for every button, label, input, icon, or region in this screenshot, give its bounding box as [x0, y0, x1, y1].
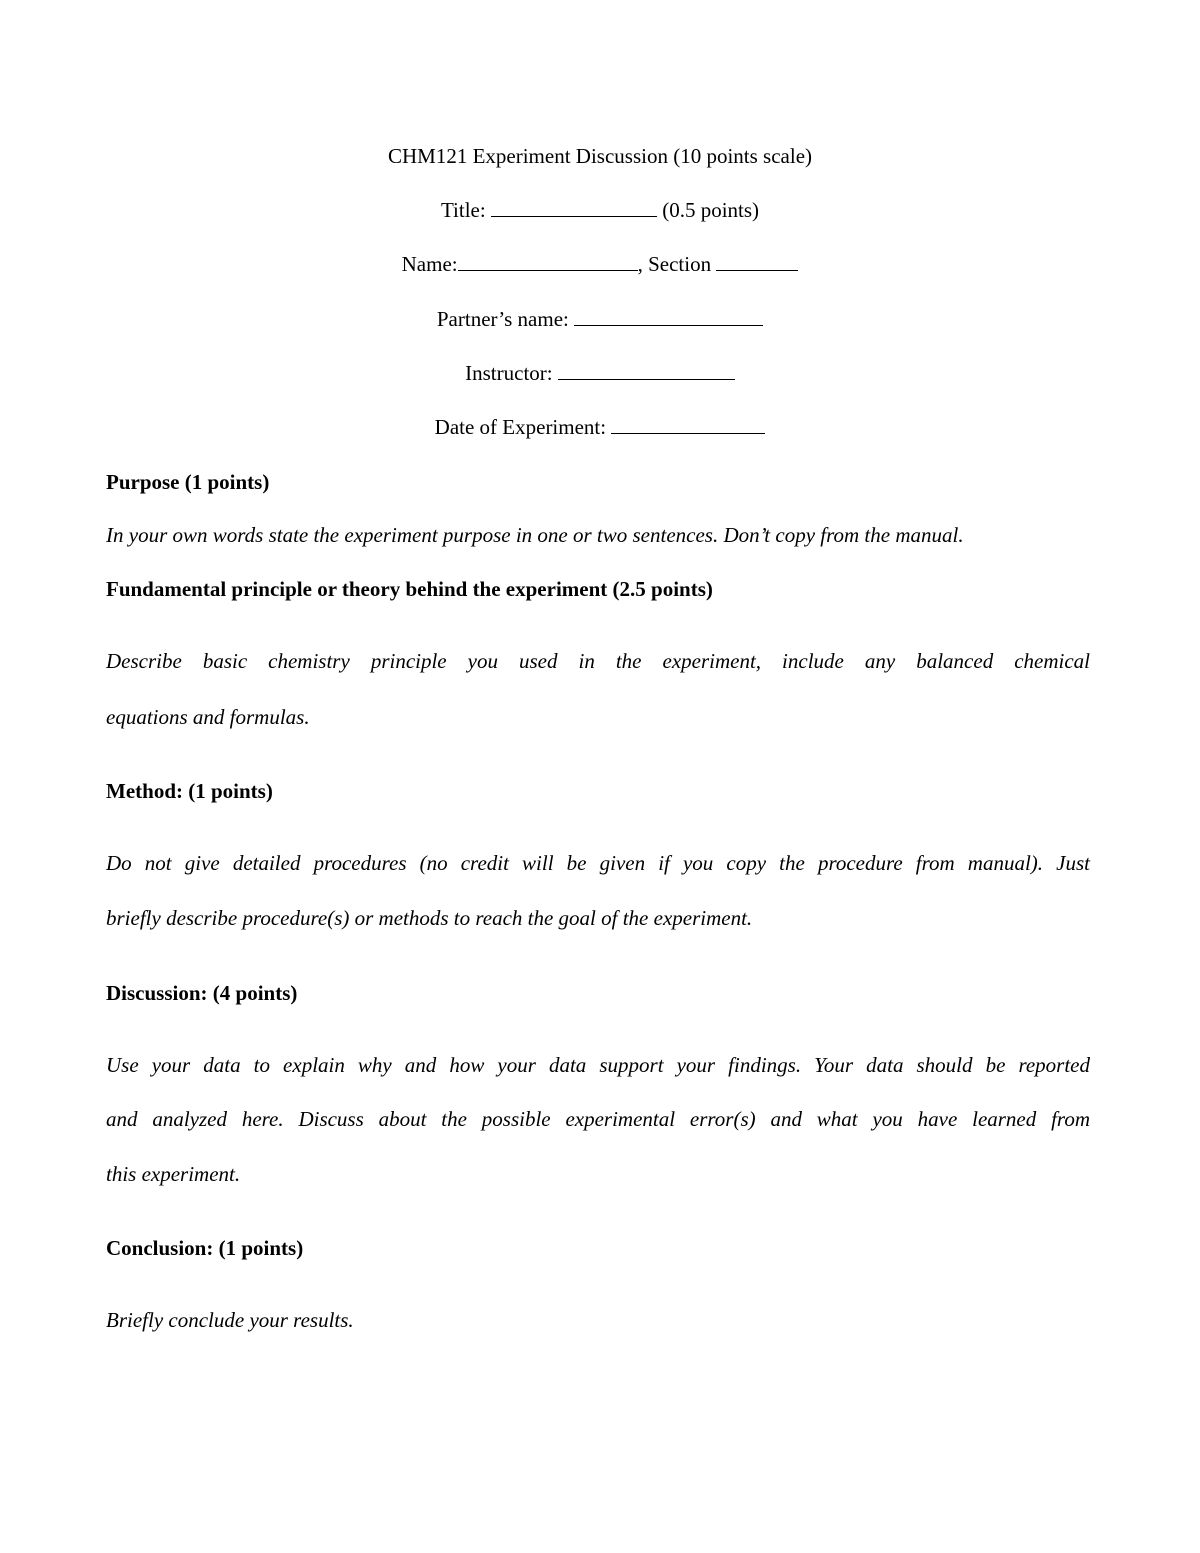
title-blank[interactable]	[491, 197, 657, 217]
purpose-text: In your own words state the experiment purpose in one or two sentences. Don’t copy from the manual.	[106, 523, 964, 547]
principle-text-line-1: Describe basic chemistry principle you used in the experiment, include any balanced chemical	[106, 649, 1090, 673]
name-section-line	[0, 251, 1200, 277]
section-blank[interactable]	[716, 251, 798, 271]
name-field-label: Name:	[401, 252, 458, 276]
document-title	[0, 143, 1200, 169]
discussion-heading: Discussion: (4 points)	[106, 981, 298, 1005]
method-heading: Method: (1 points)	[106, 779, 273, 803]
conclusion-text: Briefly conclude your results.	[106, 1308, 354, 1332]
partner-field-line	[0, 306, 1200, 332]
partner-blank[interactable]	[574, 306, 763, 326]
discussion-text-line-2: and analyzed here. Discuss about the possible experimental error(s) and what you have learned from	[106, 1107, 1090, 1131]
title-field-points: (0.5 points)	[662, 198, 760, 222]
name-blank[interactable]	[458, 251, 638, 271]
date-field-label: Date of Experiment:	[434, 415, 607, 439]
conclusion-heading: Conclusion: (1 points)	[106, 1236, 304, 1260]
instructor-blank[interactable]	[558, 360, 735, 380]
partner-field-label: Partner’s name:	[436, 307, 569, 331]
section-field-label: , Section	[637, 252, 712, 276]
principle-heading: Fundamental principle or theory behind the experiment (2.5 points)	[106, 577, 713, 601]
method-text-line-2: briefly describe procedure(s) or methods to reach the goal of the experiment.	[106, 906, 753, 930]
principle-text-line-2: equations and formulas.	[106, 705, 310, 729]
title-field-line	[0, 197, 1200, 223]
document-title-text: CHM121 Experiment Discussion (10 points scale)	[387, 144, 813, 168]
date-blank[interactable]	[611, 414, 765, 434]
discussion-text-line-1: Use your data to explain why and how your data support your findings. Your data should be reported	[106, 1053, 1090, 1077]
date-field-line	[0, 414, 1200, 440]
title-field-label: Title:	[440, 198, 486, 222]
instructor-field-label: Instructor:	[465, 361, 553, 385]
purpose-heading: Purpose (1 points)	[106, 470, 270, 494]
method-text-line-1: Do not give detailed procedures (no credit will be given if you copy the procedure from manual). Just	[106, 851, 1090, 875]
instructor-field-line	[0, 360, 1200, 386]
discussion-text-line-3: this experiment.	[106, 1162, 241, 1186]
